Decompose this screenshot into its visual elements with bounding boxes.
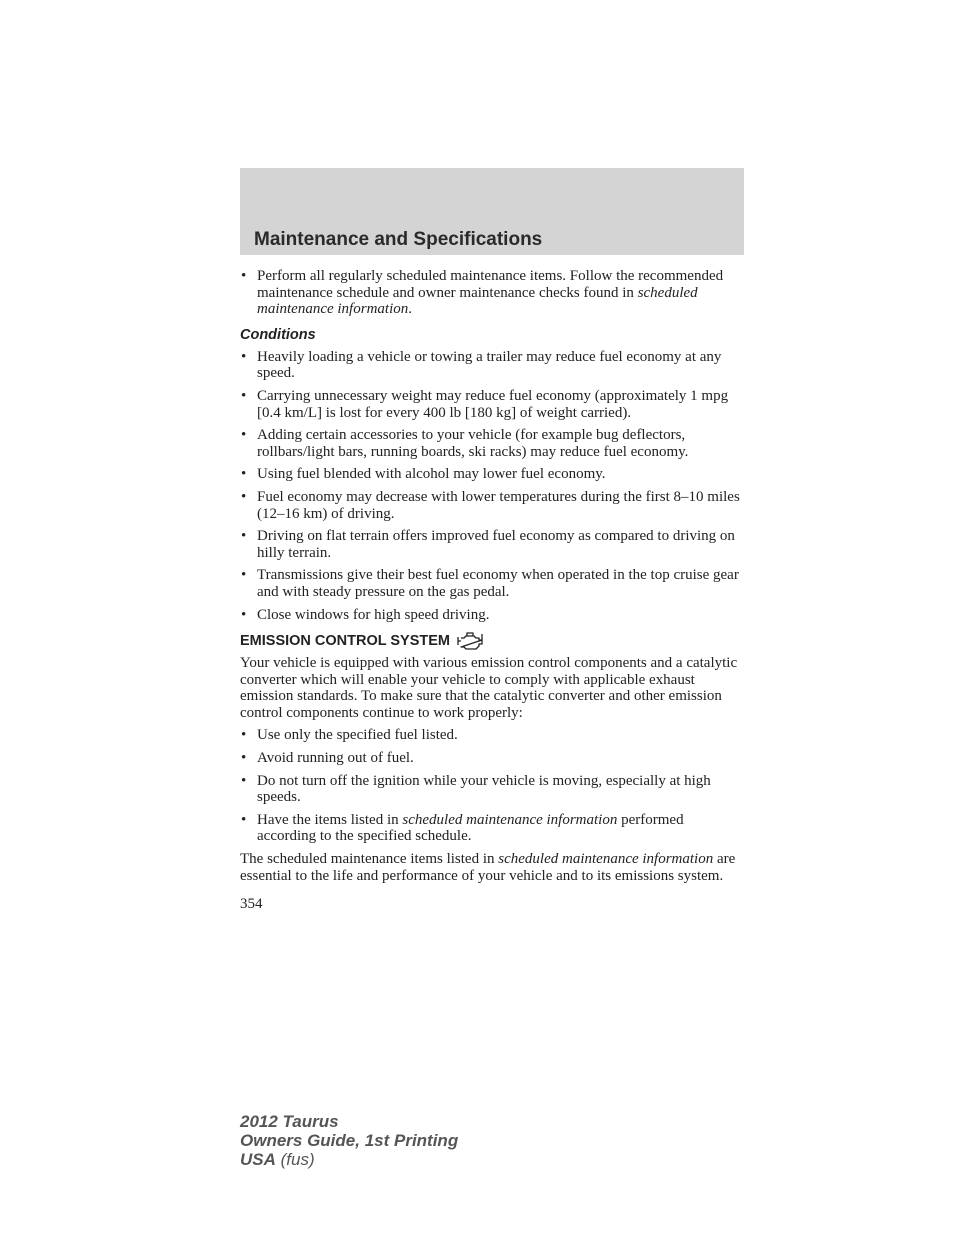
list-item: • Using fuel blended with alcohol may lower fuel economy.	[240, 466, 746, 483]
emission-heading-text: EMISSION CONTROL SYSTEM	[240, 633, 451, 650]
list-item: • Fuel economy may decrease with lower temperatures during the first 8–10 miles (12–16 km) of driving.	[240, 489, 746, 522]
footer-model: 2012 Taurus	[240, 1112, 339, 1131]
list-item: • Do not turn off the ignition while your vehicle is moving, especially at high speeds.	[240, 773, 746, 806]
list-item: • Have the items listed in scheduled maintenance information performed according to the specified schedule.	[240, 812, 746, 845]
page-content	[240, 268, 746, 913]
page-number: 354	[240, 896, 263, 913]
list-item: • Driving on flat terrain offers improved fuel economy as compared to driving on hilly terrain.	[240, 528, 746, 561]
emphasis-text: scheduled maintenance information	[402, 811, 618, 828]
emphasis-text: scheduled maintenance information	[257, 284, 698, 318]
list-item: • Transmissions give their best fuel economy when operated in the top cruise gear and with steady pressure on the gas pedal.	[240, 567, 746, 600]
list-item: • Heavily loading a vehicle or towing a trailer may reduce fuel economy at any speed.	[240, 349, 746, 382]
footer	[240, 1112, 458, 1169]
list-item: • Perform all regularly scheduled maintenance items. Follow the recommended maintenance schedule and owner maintenance checks found in scheduled maintenance information.	[240, 268, 746, 318]
list-item: • Adding certain accessories to your vehicle (for example bug deflectors, rollbars/light bars, running boards, ski racks) may reduce fuel economy.	[240, 427, 746, 460]
conditions-list	[240, 349, 746, 623]
conditions-heading: Conditions	[240, 326, 316, 343]
list-item: • Close windows for high speed driving.	[240, 607, 746, 624]
emission-closing: The scheduled maintenance items listed in scheduled maintenance information are essential to the life and performance of your vehicle and to its emissions system.	[240, 851, 736, 884]
list-item: • Avoid running out of fuel.	[240, 750, 746, 767]
emission-intro: Your vehicle is equipped with various emission control components and a catalytic converter which will enable your vehicle to comply with applicable exhaust emission standards. To make sure that the catalytic converter and other emission control components continue to work properly:	[240, 655, 738, 721]
footer-region: USA (fus)	[240, 1150, 315, 1169]
emission-heading	[240, 631, 746, 651]
footer-guide: Owners Guide, 1st Printing	[240, 1131, 459, 1150]
check-engine-icon	[455, 631, 485, 651]
intro-list	[240, 268, 746, 318]
list-item: • Use only the specified fuel listed.	[240, 727, 746, 744]
emphasis-text: scheduled maintenance information	[498, 851, 714, 868]
emission-list	[240, 727, 746, 845]
list-item: • Carrying unnecessary weight may reduce fuel economy (approximately 1 mpg [0.4 km/L] is lost for every 400 lb [180 kg] of weight carried).	[240, 388, 746, 421]
section-title: Maintenance and Specifications	[254, 229, 543, 250]
